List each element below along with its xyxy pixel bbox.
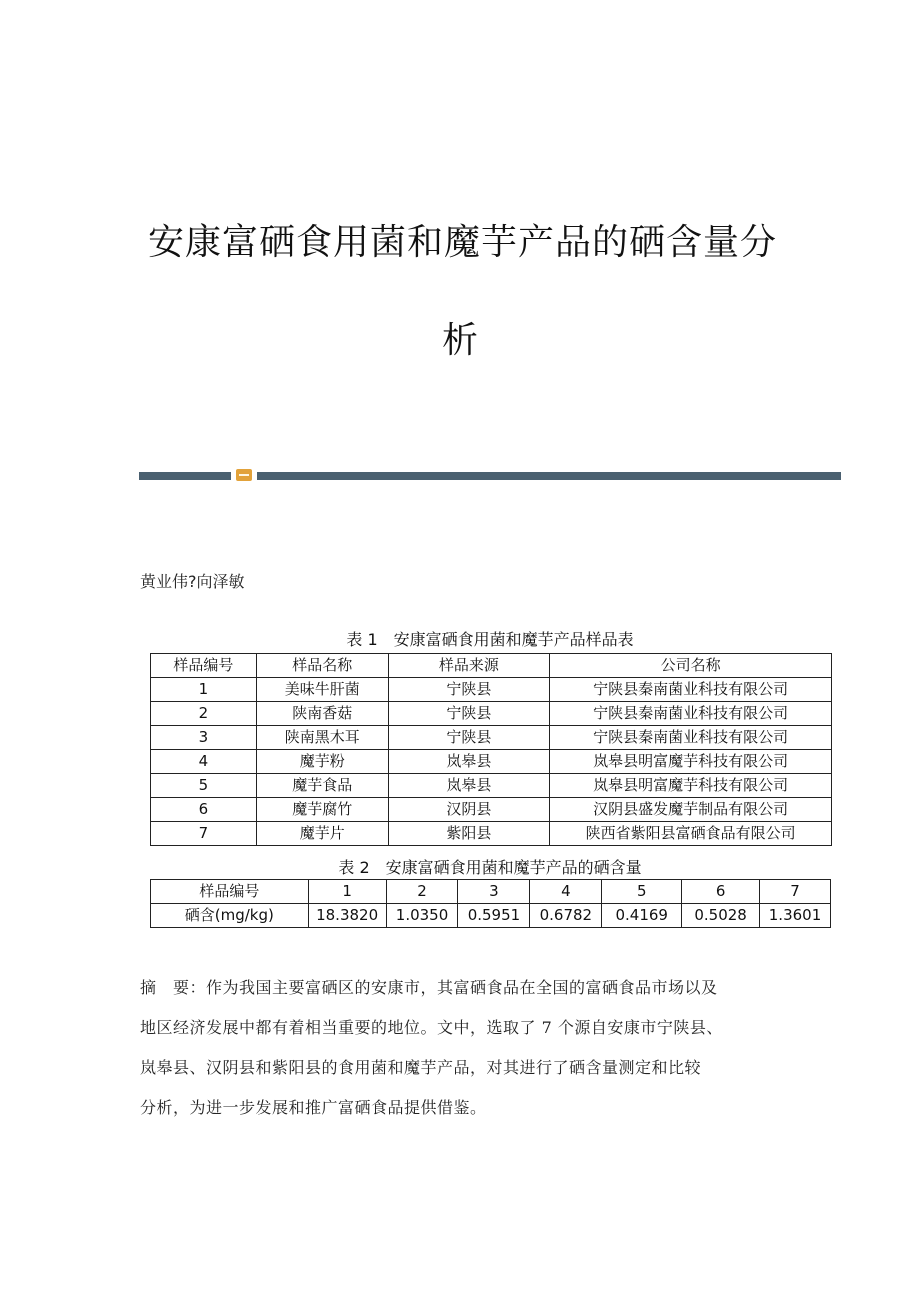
table-cell: 岚皋县明富魔芋科技有限公司	[550, 750, 832, 774]
selenium-content-table	[150, 879, 831, 928]
abstract	[140, 968, 800, 1128]
table-cell: 5	[151, 774, 257, 798]
table-cell: 18.3820	[308, 904, 386, 928]
divider-emblem-icon	[236, 469, 252, 481]
table-header-cell: 样品编号	[151, 654, 257, 678]
table-header-cell: 样品名称	[256, 654, 388, 678]
table-row	[151, 750, 832, 774]
table-cell: 1.3601	[760, 904, 831, 928]
table-cell: 0.6782	[530, 904, 602, 928]
table-header-cell: 1	[308, 880, 386, 904]
table-header-cell: 5	[602, 880, 682, 904]
paper-title-line-2: 析	[441, 320, 478, 361]
title-divider	[139, 469, 841, 483]
table-cell: 宁陕县秦南菌业科技有限公司	[550, 726, 832, 750]
table-cell: 宁陕县	[388, 678, 550, 702]
table-cell: 硒含(mg/kg)	[151, 904, 309, 928]
table-row	[151, 822, 832, 846]
table1-caption: 表 1 安康富硒食用菌和魔芋产品样品表	[346, 630, 634, 649]
table-row	[151, 726, 832, 750]
table-header-cell: 3	[458, 880, 530, 904]
table-cell: 4	[151, 750, 257, 774]
table-row	[151, 904, 831, 928]
table-cell: 6	[151, 798, 257, 822]
table-cell: 汉阴县盛发魔芋制品有限公司	[550, 798, 832, 822]
table-cell: 汉阴县	[388, 798, 550, 822]
table-cell: 宁陕县秦南菌业科技有限公司	[550, 678, 832, 702]
divider-bar-right	[257, 472, 841, 480]
table-header-cell: 公司名称	[550, 654, 832, 678]
table-cell: 魔芋片	[256, 822, 388, 846]
table-cell: 陕南黑木耳	[256, 726, 388, 750]
table-header-row	[151, 654, 832, 678]
table-cell: 岚皋县明富魔芋科技有限公司	[550, 774, 832, 798]
table-header-cell: 样品编号	[151, 880, 309, 904]
table-cell: 魔芋食品	[256, 774, 388, 798]
table-cell: 0.5028	[682, 904, 760, 928]
table-cell: 紫阳县	[388, 822, 550, 846]
table-cell: 宁陕县	[388, 702, 550, 726]
table-cell: 0.4169	[602, 904, 682, 928]
table-cell: 陕西省紫阳县富硒食品有限公司	[550, 822, 832, 846]
table-cell: 2	[151, 702, 257, 726]
paper-title-line-1: 安康富硒食用菌和魔芋产品的硒含量分	[148, 222, 778, 263]
abstract-line: 摘 要：作为我国主要富硒区的安康市，其富硒食品在全国的富硒食品市场以及	[140, 978, 718, 997]
abstract-line: 分析，为进一步发展和推广富硒食品提供借鉴。	[140, 1098, 487, 1117]
table-header-cell: 7	[760, 880, 831, 904]
authors: 黄业伟?向泽敏	[140, 572, 245, 591]
table-cell: 1.0350	[386, 904, 458, 928]
table-cell: 魔芋粉	[256, 750, 388, 774]
divider-bar-left	[139, 472, 231, 480]
table-cell: 7	[151, 822, 257, 846]
samples-table	[150, 653, 832, 846]
table-cell: 3	[151, 726, 257, 750]
table-row	[151, 798, 832, 822]
table-cell: 0.5951	[458, 904, 530, 928]
table-cell: 宁陕县秦南菌业科技有限公司	[550, 702, 832, 726]
abstract-line: 地区经济发展中都有着相当重要的地位。文中，选取了 7 个源自安康市宁陕县、	[140, 1018, 723, 1037]
table-cell: 岚皋县	[388, 750, 550, 774]
table2-caption: 表 2 安康富硒食用菌和魔芋产品的硒含量	[338, 858, 642, 877]
table-cell: 魔芋腐竹	[256, 798, 388, 822]
table-cell: 宁陕县	[388, 726, 550, 750]
table-cell: 美味牛肝菌	[256, 678, 388, 702]
table-row	[151, 774, 832, 798]
table-row	[151, 678, 832, 702]
table-cell: 陕南香菇	[256, 702, 388, 726]
table-header-cell: 样品来源	[388, 654, 550, 678]
abstract-line: 岚皋县、汉阴县和紫阳县的食用菌和魔芋产品，对其进行了硒含量测定和比较	[140, 1058, 702, 1077]
table-header-cell: 4	[530, 880, 602, 904]
table-header-cell: 6	[682, 880, 760, 904]
table-row	[151, 702, 832, 726]
table-header-row	[151, 880, 831, 904]
table-cell: 岚皋县	[388, 774, 550, 798]
table-header-cell: 2	[386, 880, 458, 904]
table-cell: 1	[151, 678, 257, 702]
